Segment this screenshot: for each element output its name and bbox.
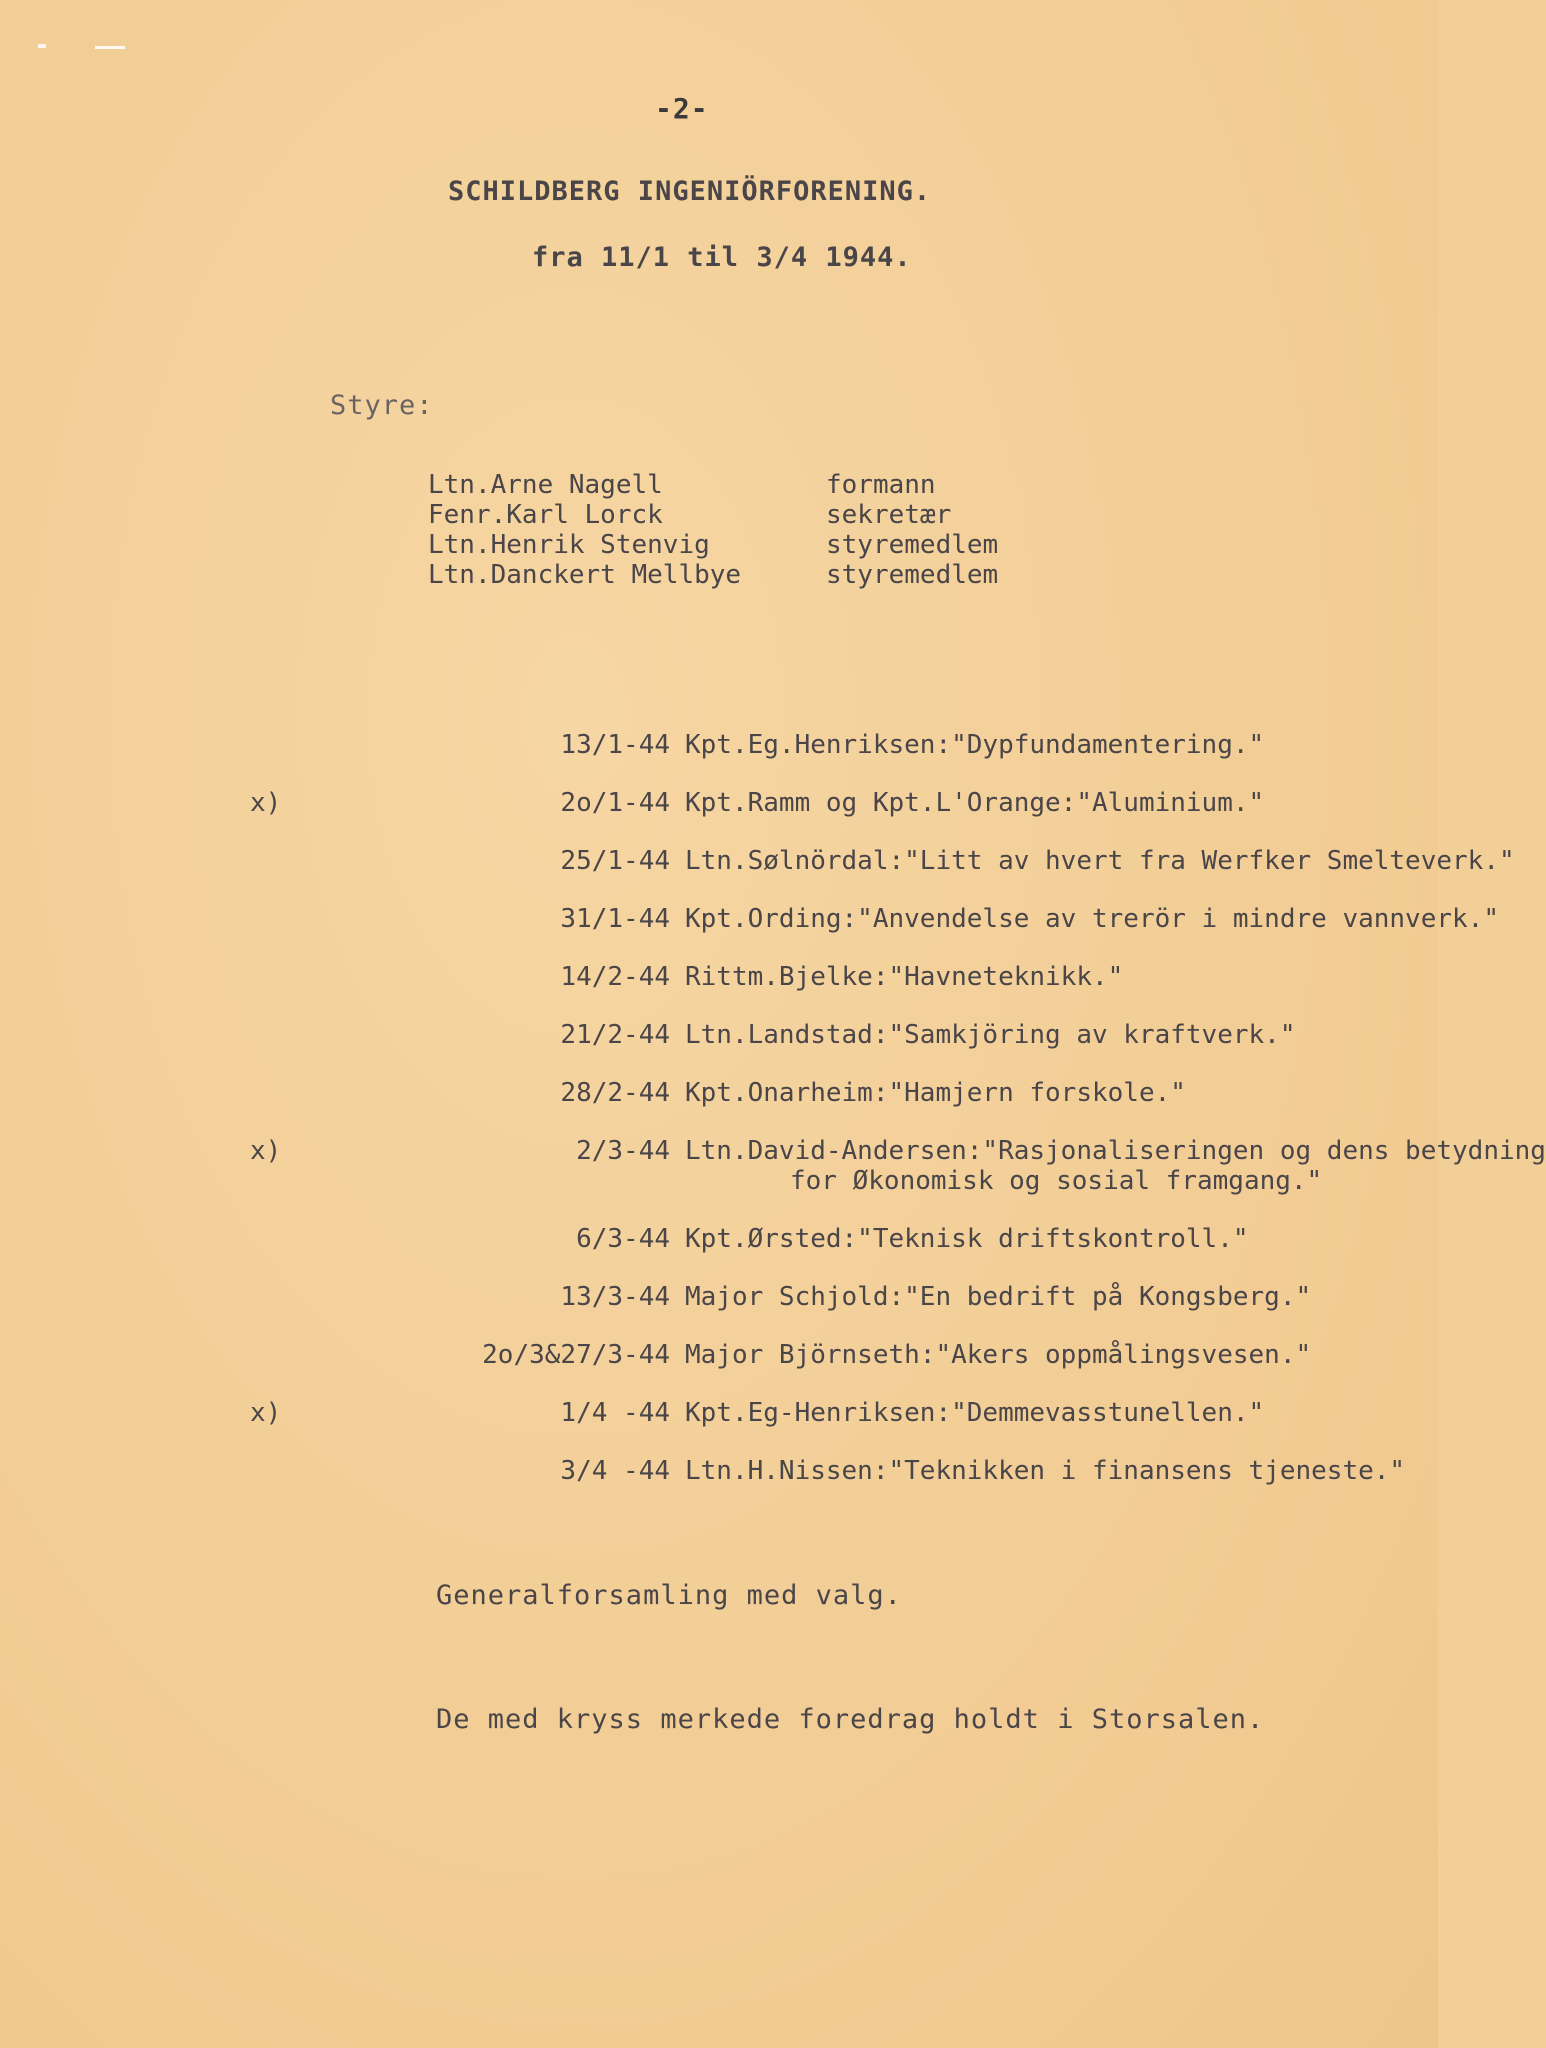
- lecture-text-continued: for Økonomisk og sosial framgang.": [790, 1166, 1323, 1196]
- board-member: [428, 500, 998, 530]
- lecture-item: [250, 1340, 1400, 1398]
- document-title: SCHILDBERG INGENIÖRFORENING.: [448, 176, 932, 207]
- board-member: [428, 470, 998, 500]
- member-role: formann: [826, 470, 936, 500]
- lecture-item: [250, 1282, 1400, 1340]
- lecture-text: Kpt.Eg-Henriksen:"Demmevasstunellen.": [685, 1398, 1265, 1428]
- paper-speck: [38, 44, 46, 48]
- board-member: [428, 530, 998, 560]
- kryss-mark: x): [250, 788, 282, 818]
- lecture-date: 2o/3&27/3-44: [482, 1340, 670, 1370]
- lecture-date: 28/2-44: [560, 1078, 670, 1108]
- lecture-item: [250, 788, 1400, 846]
- lecture-text: Ltn.Sølnördal:"Litt av hvert fra Werfker Smelteverk.": [685, 846, 1515, 876]
- footnote: De med kryss merkede foredrag holdt i Storsalen.: [436, 1704, 1265, 1735]
- lecture-text: Kpt.Onarheim:"Hamjern forskole.": [685, 1078, 1186, 1108]
- lecture-text: Kpt.Ramm og Kpt.L'Orange:"Aluminium.": [685, 788, 1265, 818]
- board-list: [428, 470, 998, 590]
- lecture-text: Ltn.Landstad:"Samkjöring av kraftverk.": [685, 1020, 1296, 1050]
- lecture-item: [250, 1078, 1400, 1136]
- member-name: Fenr.Karl Lorck: [428, 500, 663, 530]
- board-member: [428, 560, 998, 590]
- lecture-date: 21/2-44: [560, 1020, 670, 1050]
- member-name: Ltn.Arne Nagell: [428, 470, 663, 500]
- lecture-list: [250, 730, 1546, 1514]
- member-role: sekretær: [826, 500, 952, 530]
- lecture-date: 6/3-44: [576, 1224, 670, 1254]
- member-role: styremedlem: [826, 560, 999, 590]
- member-role: styremedlem: [826, 530, 999, 560]
- lecture-item: [250, 730, 1400, 788]
- document-subtitle: fra 11/1 til 3/4 1944.: [532, 242, 912, 273]
- general-assembly-line: Generalforsamling med valg.: [436, 1580, 902, 1611]
- member-name: Ltn.Henrik Stenvig: [428, 530, 710, 560]
- member-name: Ltn.Danckert Mellbye: [428, 560, 742, 590]
- lecture-date: 25/1-44: [560, 846, 670, 876]
- lecture-item: [250, 1398, 1400, 1456]
- lecture-item: [250, 1456, 1406, 1514]
- lecture-text: Major Björnseth:"Akers oppmålingsvesen.": [685, 1340, 1312, 1370]
- lecture-date: 1/4 -44: [560, 1398, 670, 1428]
- lecture-date: 13/1-44: [560, 730, 670, 760]
- lecture-item: [250, 962, 1400, 1020]
- lecture-date: 2o/1-44: [560, 788, 670, 818]
- board-heading: Styre:: [330, 390, 434, 421]
- lecture-text: Kpt.Ording:"Anvendelse av trerör i mindre vannverk.": [685, 904, 1499, 934]
- lecture-item: [250, 1020, 1400, 1078]
- lecture-text: Kpt.Ørsted:"Teknisk driftskontroll.": [685, 1224, 1249, 1254]
- paper-speck: [95, 46, 125, 49]
- kryss-mark: x): [250, 1136, 282, 1166]
- lecture-text: Ltn.David-Andersen:"Rasjonaliseringen og dens betydning: [685, 1136, 1546, 1166]
- lecture-item: [250, 1136, 1546, 1224]
- lecture-item: [250, 846, 1515, 904]
- lecture-text: Ltn.H.Nissen:"Teknikken i finansens tjeneste.": [685, 1456, 1406, 1486]
- lecture-text: Major Schjold:"En bedrift på Kongsberg.": [685, 1282, 1312, 1312]
- lecture-date: 3/4 -44: [560, 1456, 670, 1486]
- lecture-item: [250, 904, 1499, 962]
- lecture-date: 2/3-44: [576, 1136, 670, 1166]
- lecture-date: 14/2-44: [560, 962, 670, 992]
- lecture-date: 31/1-44: [560, 904, 670, 934]
- lecture-date: 13/3-44: [560, 1282, 670, 1312]
- lecture-item: [250, 1224, 1400, 1282]
- lecture-text: Kpt.Eg.Henriksen:"Dypfundamentering.": [685, 730, 1265, 760]
- kryss-mark: x): [250, 1398, 282, 1428]
- lecture-text: Rittm.Bjelke:"Havneteknikk.": [685, 962, 1124, 992]
- page-number: -2-: [655, 92, 709, 125]
